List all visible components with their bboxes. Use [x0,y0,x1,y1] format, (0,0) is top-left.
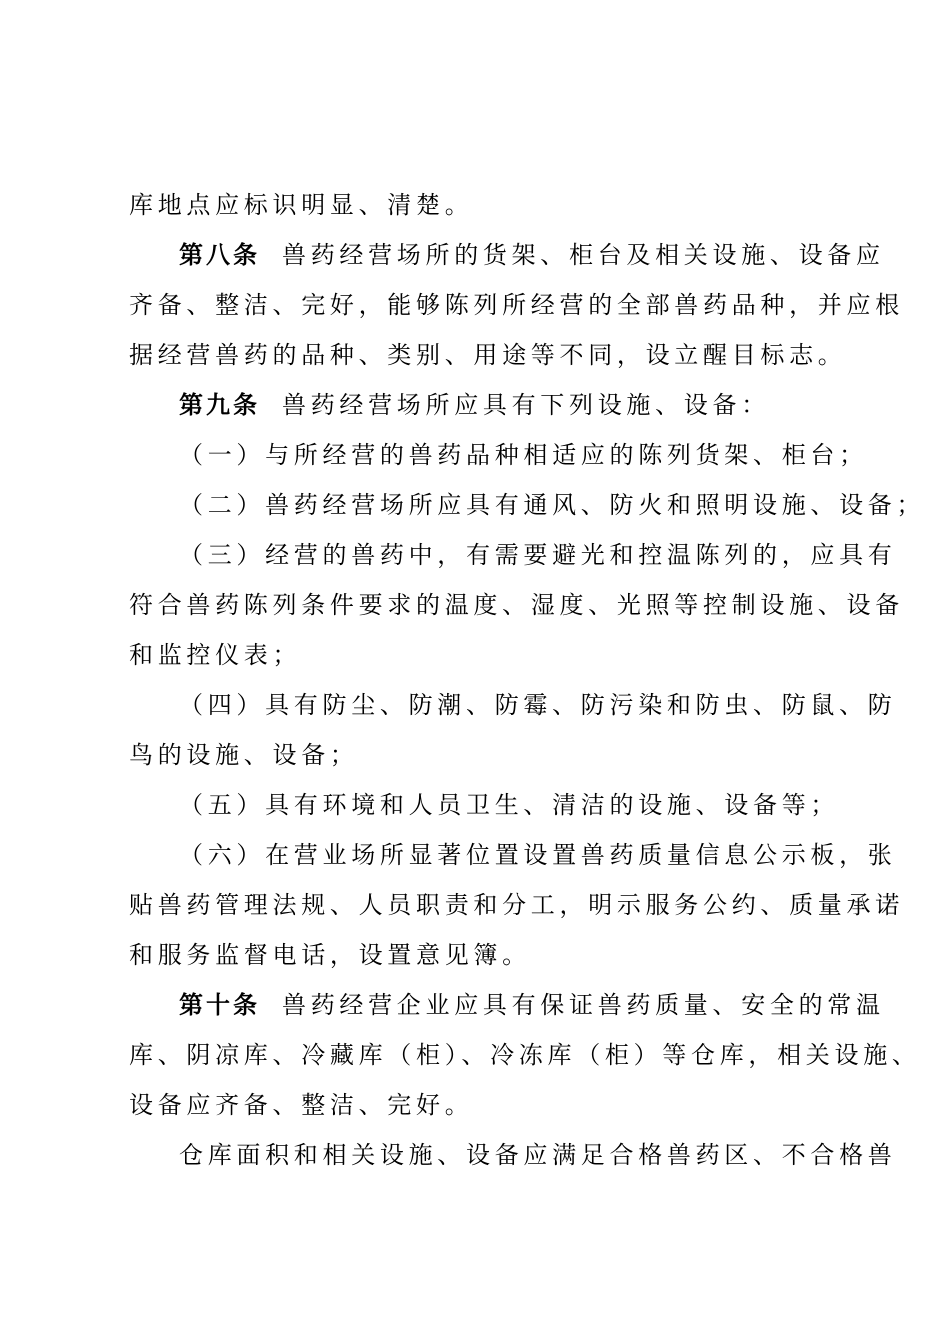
line-text: 仓库面积和相关设施、设备应满足合格兽药区、不合格兽 [179,1141,897,1169]
line-text: （六）在营业场所显著位置设置兽药质量信息公示板，张 [179,841,897,869]
line-text: 兽药经营场所应具有下列设施、设备： [282,391,770,419]
list-item-line [179,840,897,870]
article-9-heading-line [179,390,770,420]
line-text: （五）具有环境和人员卫生、清洁的设施、设备等； [179,791,840,819]
line-text: 兽药经营场所的货架、柜台及相关设施、设备应 [282,241,885,269]
line-text: 贴兽药管理法规、人员职责和分工，明示服务公约、质量承诺 [129,891,904,919]
text-line [129,940,531,970]
list-item-line [179,690,897,720]
line-text: 库地点应标识明显、清楚。 [129,191,474,219]
text-line [129,290,904,320]
text-line [129,340,847,370]
line-text: 符合兽药陈列条件要求的温度、湿度、光照等控制设施、设备 [129,591,904,619]
list-item-line [179,440,868,470]
line-text: 齐备、整洁、完好，能够陈列所经营的全部兽药品种，并应根 [129,291,904,319]
list-item-line [179,540,897,570]
article-8-heading-line [179,240,885,270]
line-text: 鸟的设施、设备； [129,741,359,769]
line-text: （一）与所经营的兽药品种相适应的陈列货架、柜台； [179,441,868,469]
text-line [129,1040,921,1070]
text-line [179,1140,897,1170]
list-item-line [179,490,925,520]
line-text: 和服务监督电话，设置意见簿。 [129,941,531,969]
line-text: 设备应齐备、整洁、完好。 [129,1091,474,1119]
article-number: 第十条 [179,990,260,1019]
list-item-line [179,790,839,820]
line-text: （四）具有防尘、防潮、防霉、防污染和防虫、防鼠、防 [179,691,897,719]
text-line [129,640,301,670]
text-line [129,1090,473,1120]
line-text: 据经营兽药的品种、类别、用途等不同，设立醒目标志。 [129,341,847,369]
line-text: 库、阴凉库、冷藏库（柜）、冷冻库（柜）等仓库，相关设施、 [129,1041,921,1069]
text-line [129,890,904,920]
line-text: （二）兽药经营场所应具有通风、防火和照明设施、设备； [179,491,926,519]
article-number: 第八条 [179,240,260,269]
article-number: 第九条 [179,390,260,419]
line-text: 和监控仪表； [129,641,302,669]
text-line [129,590,904,620]
article-10-heading-line [179,990,885,1020]
line-text: 兽药经营企业应具有保证兽药质量、安全的常温 [282,991,885,1019]
line-text: （三）经营的兽药中，有需要避光和控温陈列的，应具有 [179,541,897,569]
text-line [129,740,359,770]
text-line [129,190,473,220]
